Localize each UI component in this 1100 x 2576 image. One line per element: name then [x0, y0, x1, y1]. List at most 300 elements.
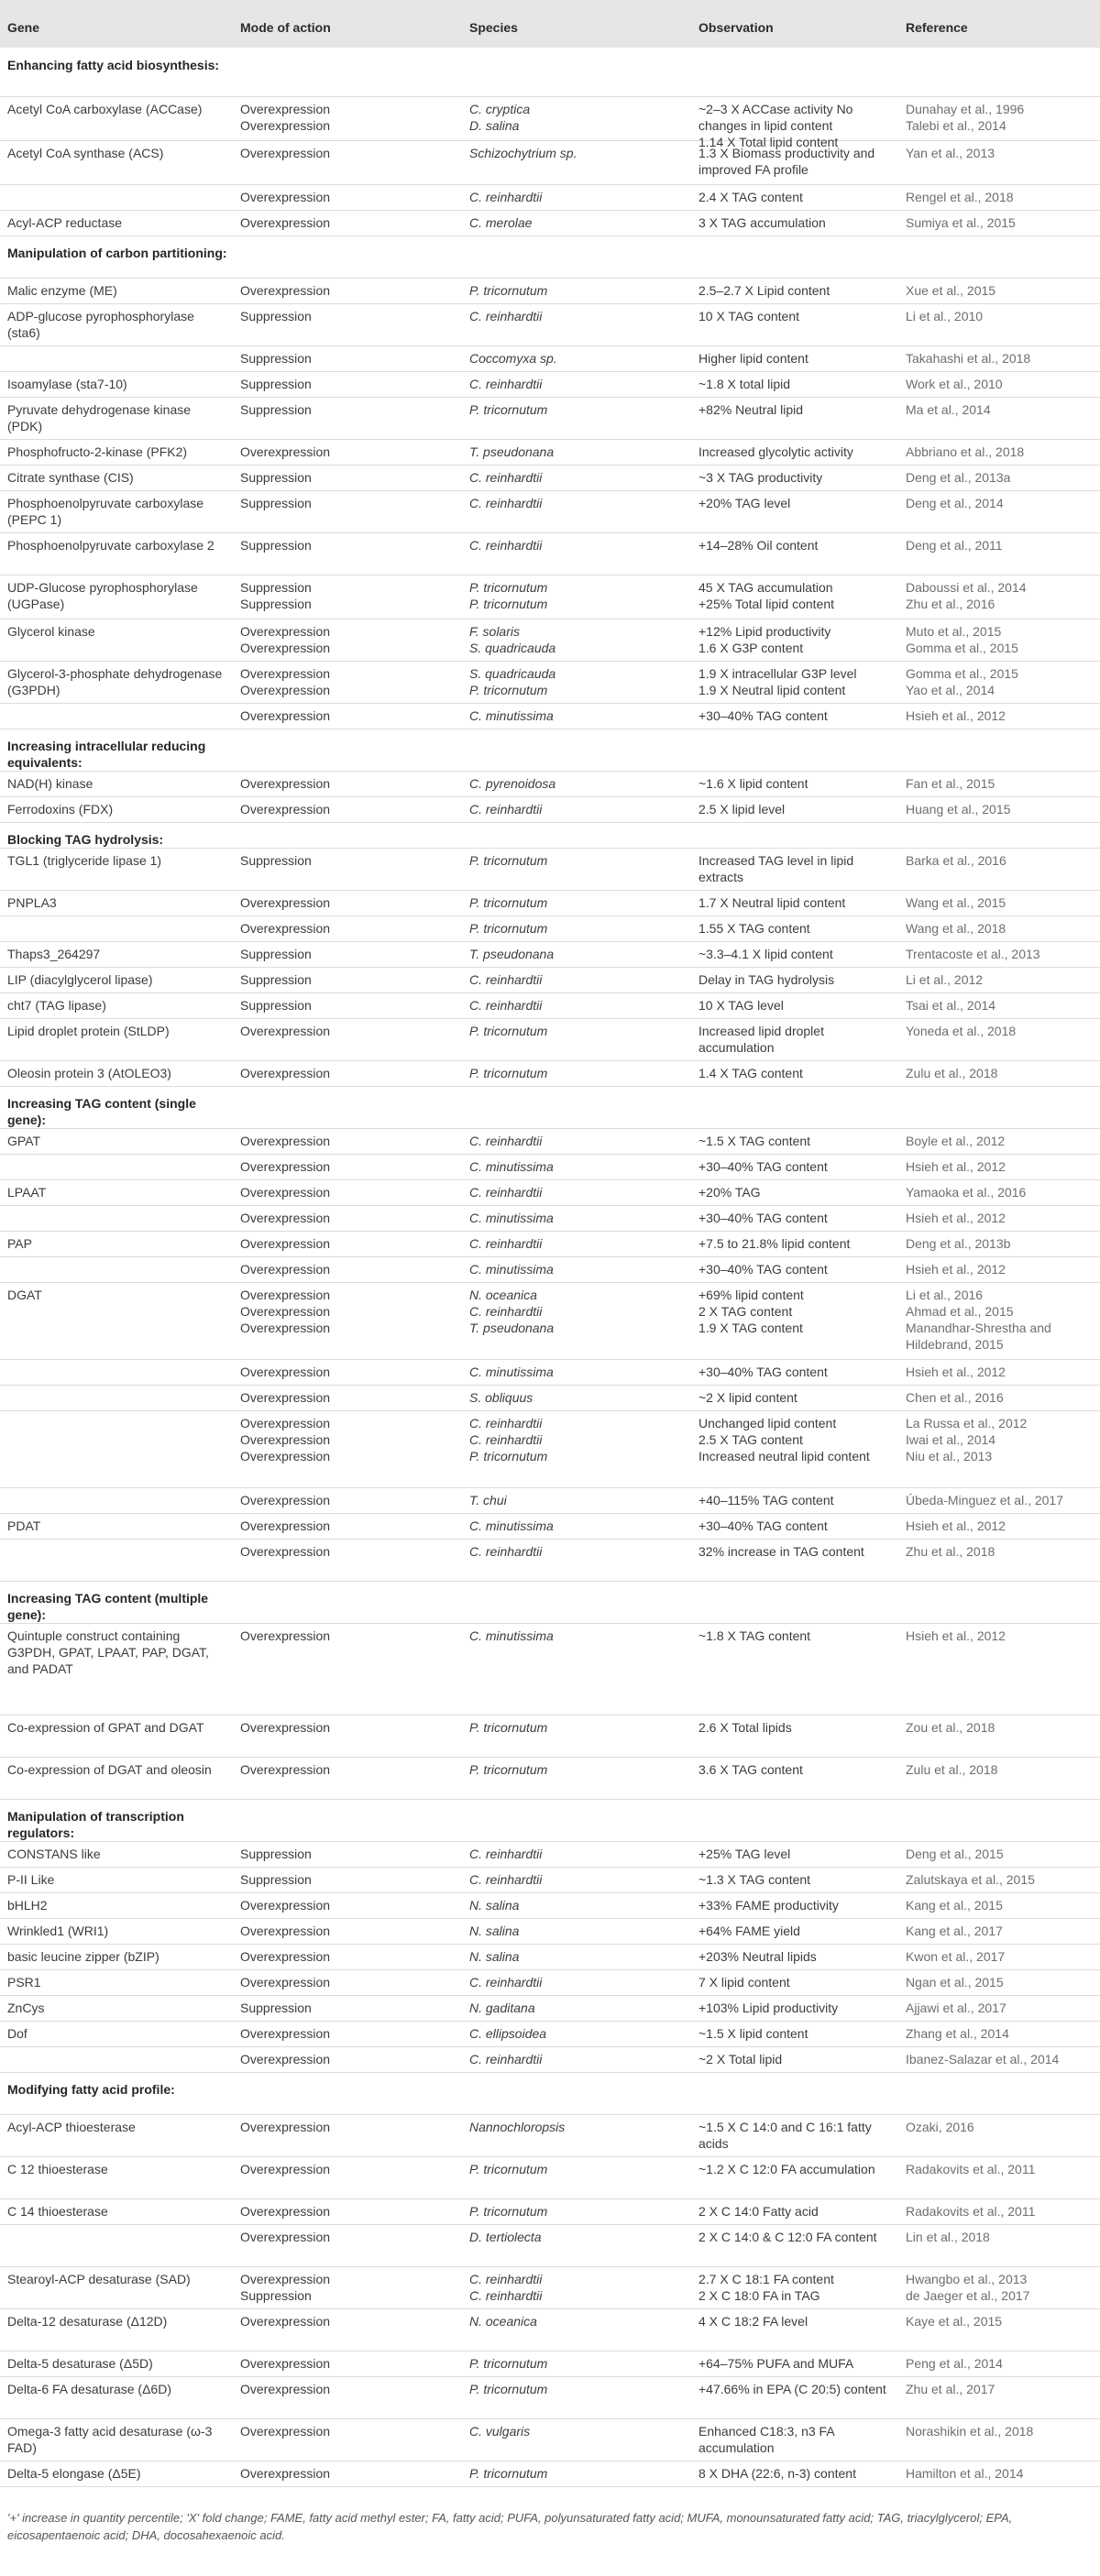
cell-mode-of-action: Overexpression Suppression — [240, 2272, 331, 2303]
cell-mode-of-action: Overexpression — [240, 1066, 331, 1080]
cell-observation: +203% Neutral lipids — [698, 1949, 817, 1964]
cell-reference: Norashikin et al., 2018 — [906, 2424, 1034, 2439]
table-row — [0, 1969, 1100, 1996]
cell-species: N. oceanica — [469, 2314, 537, 2329]
table-row — [0, 2418, 1100, 2461]
cell-gene: Phosphoenolpyruvate carboxylase 2 — [7, 538, 214, 553]
cell-reference: Tsai et al., 2014 — [906, 998, 996, 1013]
cell-mode-of-action: Suppression Suppression — [240, 580, 312, 611]
cell-reference: Zulu et al., 2018 — [906, 1066, 998, 1080]
cell-mode-of-action: Overexpression — [240, 2230, 331, 2244]
table-row — [0, 490, 1100, 533]
cell-species: C. reinhardtii — [469, 470, 543, 485]
cell-reference: Daboussi et al., 2014 Zhu et al., 2016 — [906, 580, 1027, 611]
cell-gene: Quintuple construct containing G3PDH, GPAT, LPAAT, PAP, DGAT, and PADAT — [7, 1628, 209, 1676]
cell-reference: Li et al., 2012 — [906, 972, 984, 987]
table-row — [0, 1385, 1100, 1411]
cell-gene: Acetyl CoA carboxylase (ACCase) — [7, 102, 203, 116]
cell-observation: 8 X DHA (22:6, n-3) content — [698, 2466, 856, 2481]
cell-reference: Radakovits et al., 2011 — [906, 2204, 1036, 2219]
cell-mode-of-action: Overexpression — [240, 2204, 331, 2219]
table-row — [0, 1256, 1100, 1283]
table-row — [0, 941, 1100, 968]
table-row — [0, 771, 1100, 797]
cell-species: C. merolae — [469, 215, 533, 230]
cell-observation: 1.55 X TAG content — [698, 921, 810, 936]
cell-observation: ~2 X lipid content — [698, 1390, 798, 1405]
cell-reference: Yamaoka et al., 2016 — [906, 1185, 1027, 1200]
cell-reference: Li et al., 2010 — [906, 309, 984, 323]
cell-reference: Deng et al., 2013a — [906, 470, 1011, 485]
table-row — [0, 2376, 1100, 2419]
cell-reference: Work et al., 2010 — [906, 377, 1003, 391]
section-title: Increasing TAG content (single gene): — [7, 1096, 196, 1127]
cell-observation: 1.4 X TAG content — [698, 1066, 803, 1080]
table-footnote: '+' increase in quantity percentile; 'X' fold change; FAME, fatty acid methyl ester; FA, fatty acid; PUFA, polyunsaturated fatty acid; MUFA, monounsaturated fatty acid; TAG, triacylglycerol; EPA, eicosapentaenoic acid; DHA, docosahexaenoic acid. — [7, 2511, 1013, 2542]
cell-species: F. solaris S. quadricauda — [469, 624, 556, 655]
table-row — [0, 2046, 1100, 2073]
table-row — [0, 1128, 1100, 1155]
cell-gene: GPAT — [7, 1134, 41, 1148]
cell-mode-of-action: Overexpression Overexpression Overexpression — [240, 1288, 331, 1335]
cell-observation: +20% TAG — [698, 1185, 761, 1200]
cell-observation: 32% increase in TAG content — [698, 1544, 864, 1559]
cell-observation: +30–40% TAG content — [698, 1211, 828, 1225]
cell-species: S. obliquus — [469, 1390, 534, 1405]
table-row — [0, 1757, 1100, 1800]
cell-species: P. tricornutum — [469, 1024, 548, 1038]
cell-species: C. reinhardtii — [469, 190, 543, 204]
cell-mode-of-action: Suppression — [240, 402, 312, 417]
cell-species: C. cryptica D. salina — [469, 102, 531, 133]
table-row — [0, 1060, 1100, 1087]
cell-mode-of-action: Overexpression — [240, 1024, 331, 1038]
cell-species: P. tricornutum — [469, 402, 548, 417]
cell-mode-of-action: Overexpression — [240, 1365, 331, 1379]
cell-observation: 7 X lipid content — [698, 1975, 790, 1990]
cell-species: C. reinhardtii C. reinhardtii P. tricornutum — [469, 1416, 548, 1463]
cell-reference: Yoneda et al., 2018 — [906, 1024, 1017, 1038]
cell-gene: Omega-3 fatty acid desaturase (ω-3 FAD) — [7, 2424, 213, 2455]
cell-observation: +103% Lipid productivity — [698, 2001, 839, 2015]
section-header-row — [0, 822, 1100, 849]
cell-species: C. minutissima — [469, 1628, 554, 1643]
cell-gene: PDAT — [7, 1518, 41, 1533]
cell-mode-of-action: Overexpression — [240, 1493, 331, 1507]
cell-mode-of-action: Overexpression — [240, 1762, 331, 1777]
cell-observation: Increased TAG level in lipid extracts — [698, 853, 854, 884]
table-row — [0, 848, 1100, 891]
cell-species: C. reinhardtii — [469, 1185, 543, 1200]
cell-species: C. reinhardtii — [469, 1847, 543, 1861]
section-header-row — [0, 1581, 1100, 1624]
cell-reference: Zalutskaya et al., 2015 — [906, 1872, 1035, 1887]
cell-observation: 2.7 X C 18:1 FA content 2 X C 18:0 FA in TAG — [698, 2272, 834, 2303]
section-header-row — [0, 1086, 1100, 1129]
cell-species: D. tertiolecta — [469, 2230, 542, 2244]
cell-species: C. reinhardtii — [469, 2052, 543, 2066]
cell-mode-of-action: Overexpression — [240, 215, 331, 230]
table-row — [0, 2461, 1100, 2487]
cell-mode-of-action: Overexpression — [240, 1236, 331, 1251]
cell-reference: Gomma et al., 2015 Yao et al., 2014 — [906, 666, 1018, 697]
section-title: Increasing intracellular reducing equivalents: — [7, 739, 206, 770]
table-row — [0, 1841, 1100, 1868]
cell-mode-of-action: Overexpression — [240, 190, 331, 204]
cell-observation: ~1.2 X C 12:0 FA accumulation — [698, 2162, 875, 2176]
cell-reference: Peng et al., 2014 — [906, 2356, 1003, 2371]
section-title: Increasing TAG content (multiple gene): — [7, 1591, 209, 1622]
cell-observation: +64% FAME yield — [698, 1924, 800, 1938]
cell-reference: Takahashi et al., 2018 — [906, 351, 1031, 366]
cell-reference: Hsieh et al., 2012 — [906, 1159, 1006, 1174]
table-row — [0, 915, 1100, 942]
cell-reference: Huang et al., 2015 — [906, 802, 1011, 817]
table-row — [0, 2266, 1100, 2309]
cell-reference: Muto et al., 2015 Gomma et al., 2015 — [906, 624, 1018, 655]
cell-reference: Boyle et al., 2012 — [906, 1134, 1006, 1148]
cell-reference: Zhu et al., 2018 — [906, 1544, 996, 1559]
cell-species: C. ellipsoidea — [469, 2026, 547, 2041]
cell-gene: ZnCys — [7, 2001, 45, 2015]
cell-mode-of-action: Overexpression Overexpression — [240, 102, 331, 133]
table-row — [0, 661, 1100, 704]
cell-reference: Zhu et al., 2017 — [906, 2382, 996, 2396]
cell-reference: Zou et al., 2018 — [906, 1720, 996, 1735]
cell-species: N. oceanica C. reinhardtii T. pseudonana — [469, 1288, 555, 1335]
cell-reference: Trentacoste et al., 2013 — [906, 947, 1040, 961]
cell-mode-of-action: Suppression — [240, 853, 312, 868]
cell-observation: ~3.3–4.1 X lipid content — [698, 947, 833, 961]
cell-mode-of-action: Suppression — [240, 496, 312, 510]
cell-gene: Ferrodoxins (FDX) — [7, 802, 114, 817]
header-species: Species — [469, 20, 518, 35]
cell-observation: +64–75% PUFA and MUFA — [698, 2356, 854, 2371]
cell-observation: Unchanged lipid content 2.5 X TAG content Increased neutral lipid content — [698, 1416, 870, 1463]
cell-mode-of-action: Overexpression — [240, 1544, 331, 1559]
table-row — [0, 992, 1100, 1019]
cell-species: P. tricornutum — [469, 1762, 548, 1777]
cell-reference: Hsieh et al., 2012 — [906, 1365, 1006, 1379]
table-row — [0, 345, 1100, 372]
cell-observation: ~2–3 X ACCase activity No changes in lipid content 1.14 X Total lipid content — [698, 102, 853, 149]
cell-gene: Phosphofructo-2-kinase (PFK2) — [7, 444, 188, 459]
cell-mode-of-action: Overexpression — [240, 1949, 331, 1964]
cell-observation: +40–115% TAG content — [698, 1493, 834, 1507]
cell-mode-of-action: Suppression — [240, 377, 312, 391]
cell-gene: Lipid droplet protein (StLDP) — [7, 1024, 170, 1038]
cell-mode-of-action: Overexpression — [240, 921, 331, 936]
cell-reference: Kaye et al., 2015 — [906, 2314, 1003, 2329]
table-row — [0, 1359, 1100, 1386]
cell-species: C. reinhardtii — [469, 1134, 543, 1148]
cell-observation: ~1.8 X TAG content — [698, 1628, 811, 1643]
cell-species: C. reinhardtii C. reinhardtii — [469, 2272, 543, 2303]
table-row — [0, 796, 1100, 823]
cell-reference: Deng et al., 2011 — [906, 538, 1003, 553]
cell-reference: Deng et al., 2014 — [906, 496, 1004, 510]
cell-reference: Hwangbo et al., 2013 de Jaeger et al., 2017 — [906, 2272, 1030, 2303]
cell-observation: 1.9 X intracellular G3P level 1.9 X Neutral lipid content — [698, 666, 857, 697]
cell-gene: Acyl-ACP reductase — [7, 215, 123, 230]
cell-species: C. reinhardtii — [469, 377, 543, 391]
table-row — [0, 1179, 1100, 1206]
cell-reference: La Russa et al., 2012 Iwai et al., 2014 Niu et al., 2013 — [906, 1416, 1028, 1463]
cell-reference: Ibanez-Salazar et al., 2014 — [906, 2052, 1060, 2066]
cell-observation: Delay in TAG hydrolysis — [698, 972, 835, 987]
cell-gene: C 14 thioesterase — [7, 2204, 108, 2219]
header-reference: Reference — [906, 20, 968, 35]
cell-reference: Xue et al., 2015 — [906, 283, 996, 298]
table-row — [0, 1282, 1100, 1360]
cell-observation: 10 X TAG content — [698, 309, 799, 323]
cell-mode-of-action: Overexpression — [240, 2424, 331, 2439]
table-row — [0, 532, 1100, 575]
table-row — [0, 1539, 1100, 1582]
cell-mode-of-action: Overexpression — [240, 2120, 331, 2134]
cell-species: P. tricornutum — [469, 2466, 548, 2481]
cell-species: C. reinhardtii — [469, 538, 543, 553]
cell-mode-of-action: Overexpression — [240, 776, 331, 791]
cell-species: N. gaditana — [469, 2001, 535, 2015]
cell-reference: Radakovits et al., 2011 — [906, 2162, 1036, 2176]
cell-gene: LPAAT — [7, 1185, 47, 1200]
table-row — [0, 439, 1100, 466]
cell-gene: basic leucine zipper (bZIP) — [7, 1949, 160, 1964]
cell-mode-of-action: Overexpression — [240, 895, 331, 910]
cell-observation: +20% TAG level — [698, 496, 791, 510]
table-row — [0, 184, 1100, 211]
cell-observation: ~1.8 X total lipid — [698, 377, 791, 391]
table-row — [0, 1205, 1100, 1232]
cell-observation: +47.66% in EPA (C 20:5) content — [698, 2382, 886, 2396]
cell-gene: Phosphoenolpyruvate carboxylase (PEPC 1) — [7, 496, 204, 527]
cell-observation: 2 X C 14:0 & C 12:0 FA content — [698, 2230, 877, 2244]
cell-mode-of-action: Overexpression — [240, 1898, 331, 1913]
table-row — [0, 1513, 1100, 1540]
cell-species: C. minutissima — [469, 1262, 554, 1277]
cell-observation: +69% lipid content 2 X TAG content 1.9 X TAG content — [698, 1288, 804, 1335]
cell-gene: Delta-5 desaturase (Δ5D) — [7, 2356, 153, 2371]
table-row — [0, 303, 1100, 346]
section-header-row — [0, 236, 1100, 279]
cell-gene: Acetyl CoA synthase (ACS) — [7, 146, 164, 160]
table-row — [0, 890, 1100, 916]
cell-mode-of-action: Overexpression — [240, 1924, 331, 1938]
cell-gene: Co-expression of DGAT and oleosin — [7, 1762, 212, 1777]
cell-gene: Oleosin protein 3 (AtOLEO3) — [7, 1066, 171, 1080]
table-row — [0, 1154, 1100, 1180]
cell-species: T. pseudonana — [469, 947, 555, 961]
table-row — [0, 210, 1100, 236]
table-row — [0, 2351, 1100, 2377]
header-mode-of-action: Mode of action — [240, 20, 331, 35]
cell-gene: PNPLA3 — [7, 895, 57, 910]
cell-reference: Deng et al., 2015 — [906, 1847, 1004, 1861]
cell-reference: Kang et al., 2017 — [906, 1924, 1003, 1938]
table-row — [0, 1623, 1100, 1716]
table-row — [0, 1715, 1100, 1758]
cell-mode-of-action: Overexpression — [240, 1134, 331, 1148]
cell-mode-of-action: Overexpression — [240, 2356, 331, 2371]
cell-species: Nannochloropsis — [469, 2120, 566, 2134]
cell-mode-of-action: Suppression — [240, 538, 312, 553]
cell-species: P. tricornutum — [469, 853, 548, 868]
cell-species: N. salina — [469, 1949, 520, 1964]
table-row — [0, 2198, 1100, 2225]
cell-gene: Co-expression of GPAT and DGAT — [7, 1720, 204, 1735]
cell-mode-of-action: Overexpression — [240, 2162, 331, 2176]
cell-gene: Delta-5 elongase (Δ5E) — [7, 2466, 141, 2481]
cell-reference: Zhang et al., 2014 — [906, 2026, 1009, 2041]
cell-species: C. reinhardtii — [469, 1872, 543, 1887]
cell-species: C. reinhardtii — [469, 1975, 543, 1990]
cell-observation: +30–40% TAG content — [698, 1262, 828, 1277]
table-row — [0, 1944, 1100, 1970]
cell-observation: Higher lipid content — [698, 351, 808, 366]
table-row — [0, 1231, 1100, 1257]
cell-reference: Li et al., 2016 Ahmad et al., 2015 Manandhar-Shrestha and Hildebrand, 2015 — [906, 1288, 1051, 1352]
cell-observation: ~1.6 X lipid content — [698, 776, 808, 791]
cell-gene: PAP — [7, 1236, 32, 1251]
cell-species: P. tricornutum — [469, 2382, 548, 2396]
section-header-row — [0, 2072, 1100, 2115]
cell-mode-of-action: Overexpression — [240, 2314, 331, 2329]
cell-gene: bHLH2 — [7, 1898, 48, 1913]
cell-observation: +14–28% Oil content — [698, 538, 819, 553]
cell-observation: 2 X C 14:0 Fatty acid — [698, 2204, 819, 2219]
cell-observation: 2.6 X Total lipids — [698, 1720, 792, 1735]
cell-species: T. chui — [469, 1493, 507, 1507]
cell-mode-of-action: Overexpression — [240, 2466, 331, 2481]
cell-species: C. reinhardtii — [469, 1236, 543, 1251]
cell-mode-of-action: Overexpression — [240, 708, 331, 723]
cell-species: P. tricornutum — [469, 2204, 548, 2219]
cell-observation: +33% FAME productivity — [698, 1898, 839, 1913]
cell-gene: Delta-12 desaturase (Δ12D) — [7, 2314, 168, 2329]
cell-gene: Glycerol kinase — [7, 624, 95, 639]
cell-species: N. salina — [469, 1898, 520, 1913]
cell-mode-of-action: Suppression — [240, 351, 312, 366]
cell-mode-of-action: Overexpression — [240, 1518, 331, 1533]
cell-reference: Zulu et al., 2018 — [906, 1762, 998, 1777]
cell-species: S. quadricauda P. tricornutum — [469, 666, 556, 697]
cell-observation: 3 X TAG accumulation — [698, 215, 826, 230]
cell-species: C. minutissima — [469, 1518, 554, 1533]
cell-species: P. tricornutum — [469, 2162, 548, 2176]
cell-reference: Ma et al., 2014 — [906, 402, 991, 417]
header-gene: Gene — [7, 20, 40, 35]
cell-mode-of-action: Overexpression — [240, 1185, 331, 1200]
cell-gene: Glycerol-3-phosphate dehydrogenase (G3PDH) — [7, 666, 223, 697]
cell-mode-of-action: Overexpression — [240, 146, 331, 160]
section-title: Manipulation of carbon partitioning: — [7, 246, 227, 260]
cell-observation: ~1.5 X TAG content — [698, 1134, 811, 1148]
cell-gene: ADP-glucose pyrophosphorylase (sta6) — [7, 309, 194, 340]
cell-species: C. reinhardtii — [469, 972, 543, 987]
cell-mode-of-action: Overexpression — [240, 444, 331, 459]
cell-gene: Pyruvate dehydrogenase kinase (PDK) — [7, 402, 192, 433]
cell-species: P. tricornutum — [469, 1720, 548, 1735]
cell-gene: Dof — [7, 2026, 28, 2041]
cell-observation: +30–40% TAG content — [698, 708, 828, 723]
cell-reference: Wang et al., 2018 — [906, 921, 1006, 936]
cell-gene: Citrate synthase (CIS) — [7, 470, 134, 485]
table-row — [0, 2224, 1100, 2267]
section-title: Manipulation of transcription regulators: — [7, 1809, 184, 1840]
table-row — [0, 1918, 1100, 1945]
cell-species: C. reinhardtii — [469, 802, 543, 817]
cell-mode-of-action: Suppression — [240, 1872, 312, 1887]
cell-observation: 10 X TAG level — [698, 998, 784, 1013]
cell-observation: +7.5 to 21.8% lipid content — [698, 1236, 851, 1251]
cell-observation: +25% TAG level — [698, 1847, 791, 1861]
section-header-row — [0, 1799, 1100, 1842]
table-row — [0, 140, 1100, 185]
cell-reference: Abbriano et al., 2018 — [906, 444, 1025, 459]
cell-reference: Hsieh et al., 2012 — [906, 708, 1006, 723]
cell-reference: Ajjawi et al., 2017 — [906, 2001, 1006, 2015]
cell-species: P. tricornutum — [469, 921, 548, 936]
cell-species: Schizochytrium sp. — [469, 146, 578, 160]
table-row — [0, 371, 1100, 398]
table-row — [0, 1867, 1100, 1893]
cell-mode-of-action: Suppression — [240, 309, 312, 323]
cell-reference: Ozaki, 2016 — [906, 2120, 974, 2134]
cell-reference: Hamilton et al., 2014 — [906, 2466, 1024, 2481]
cell-observation: +30–40% TAG content — [698, 1159, 828, 1174]
cell-observation: Enhanced C18:3, n3 FA accumulation — [698, 2424, 834, 2455]
cell-reference: Kang et al., 2015 — [906, 1898, 1003, 1913]
cell-mode-of-action: Overexpression — [240, 1211, 331, 1225]
cell-reference: Fan et al., 2015 — [906, 776, 996, 791]
cell-species: C. minutissima — [469, 1159, 554, 1174]
cell-gene: Stearoyl-ACP desaturase (SAD) — [7, 2272, 191, 2286]
cell-species: C. reinhardtii — [469, 309, 543, 323]
cell-reference: Sumiya et al., 2015 — [906, 215, 1016, 230]
cell-mode-of-action: Overexpression — [240, 1262, 331, 1277]
cell-species: C. reinhardtii — [469, 1544, 543, 1559]
cell-gene: P-II Like — [7, 1872, 55, 1887]
cell-mode-of-action: Suppression — [240, 1847, 312, 1861]
cell-species: C. minutissima — [469, 1211, 554, 1225]
cell-observation: ~1.5 X C 14:0 and C 16:1 fatty acids — [698, 2120, 872, 2151]
cell-reference: Chen et al., 2016 — [906, 1390, 1004, 1405]
cell-observation: ~1.5 X lipid content — [698, 2026, 808, 2041]
cell-mode-of-action: Suppression — [240, 972, 312, 987]
section-title: Modifying fatty acid profile: — [7, 2082, 175, 2097]
cell-species: P. tricornutum — [469, 1066, 548, 1080]
cell-species: T. pseudonana — [469, 444, 555, 459]
cell-reference: Úbeda-Minguez et al., 2017 — [906, 1493, 1063, 1507]
table-row — [0, 465, 1100, 491]
cell-species: P. tricornutum — [469, 283, 548, 298]
cell-gene: Delta-6 FA desaturase (Δ6D) — [7, 2382, 171, 2396]
cell-mode-of-action: Overexpression — [240, 283, 331, 298]
cell-species: P. tricornutum — [469, 2356, 548, 2371]
table-row — [0, 96, 1100, 149]
cell-mode-of-action: Overexpression — [240, 1975, 331, 1990]
cell-mode-of-action: Overexpression — [240, 802, 331, 817]
cell-species: C. reinhardtii — [469, 998, 543, 1013]
cell-reference: Hsieh et al., 2012 — [906, 1211, 1006, 1225]
cell-species: Coccomyxa sp. — [469, 351, 557, 366]
cell-reference: Hsieh et al., 2012 — [906, 1518, 1006, 1533]
cell-mode-of-action: Overexpression — [240, 2026, 331, 2041]
cell-observation: +30–40% TAG content — [698, 1518, 828, 1533]
table-row — [0, 397, 1100, 440]
cell-mode-of-action: Suppression — [240, 998, 312, 1013]
